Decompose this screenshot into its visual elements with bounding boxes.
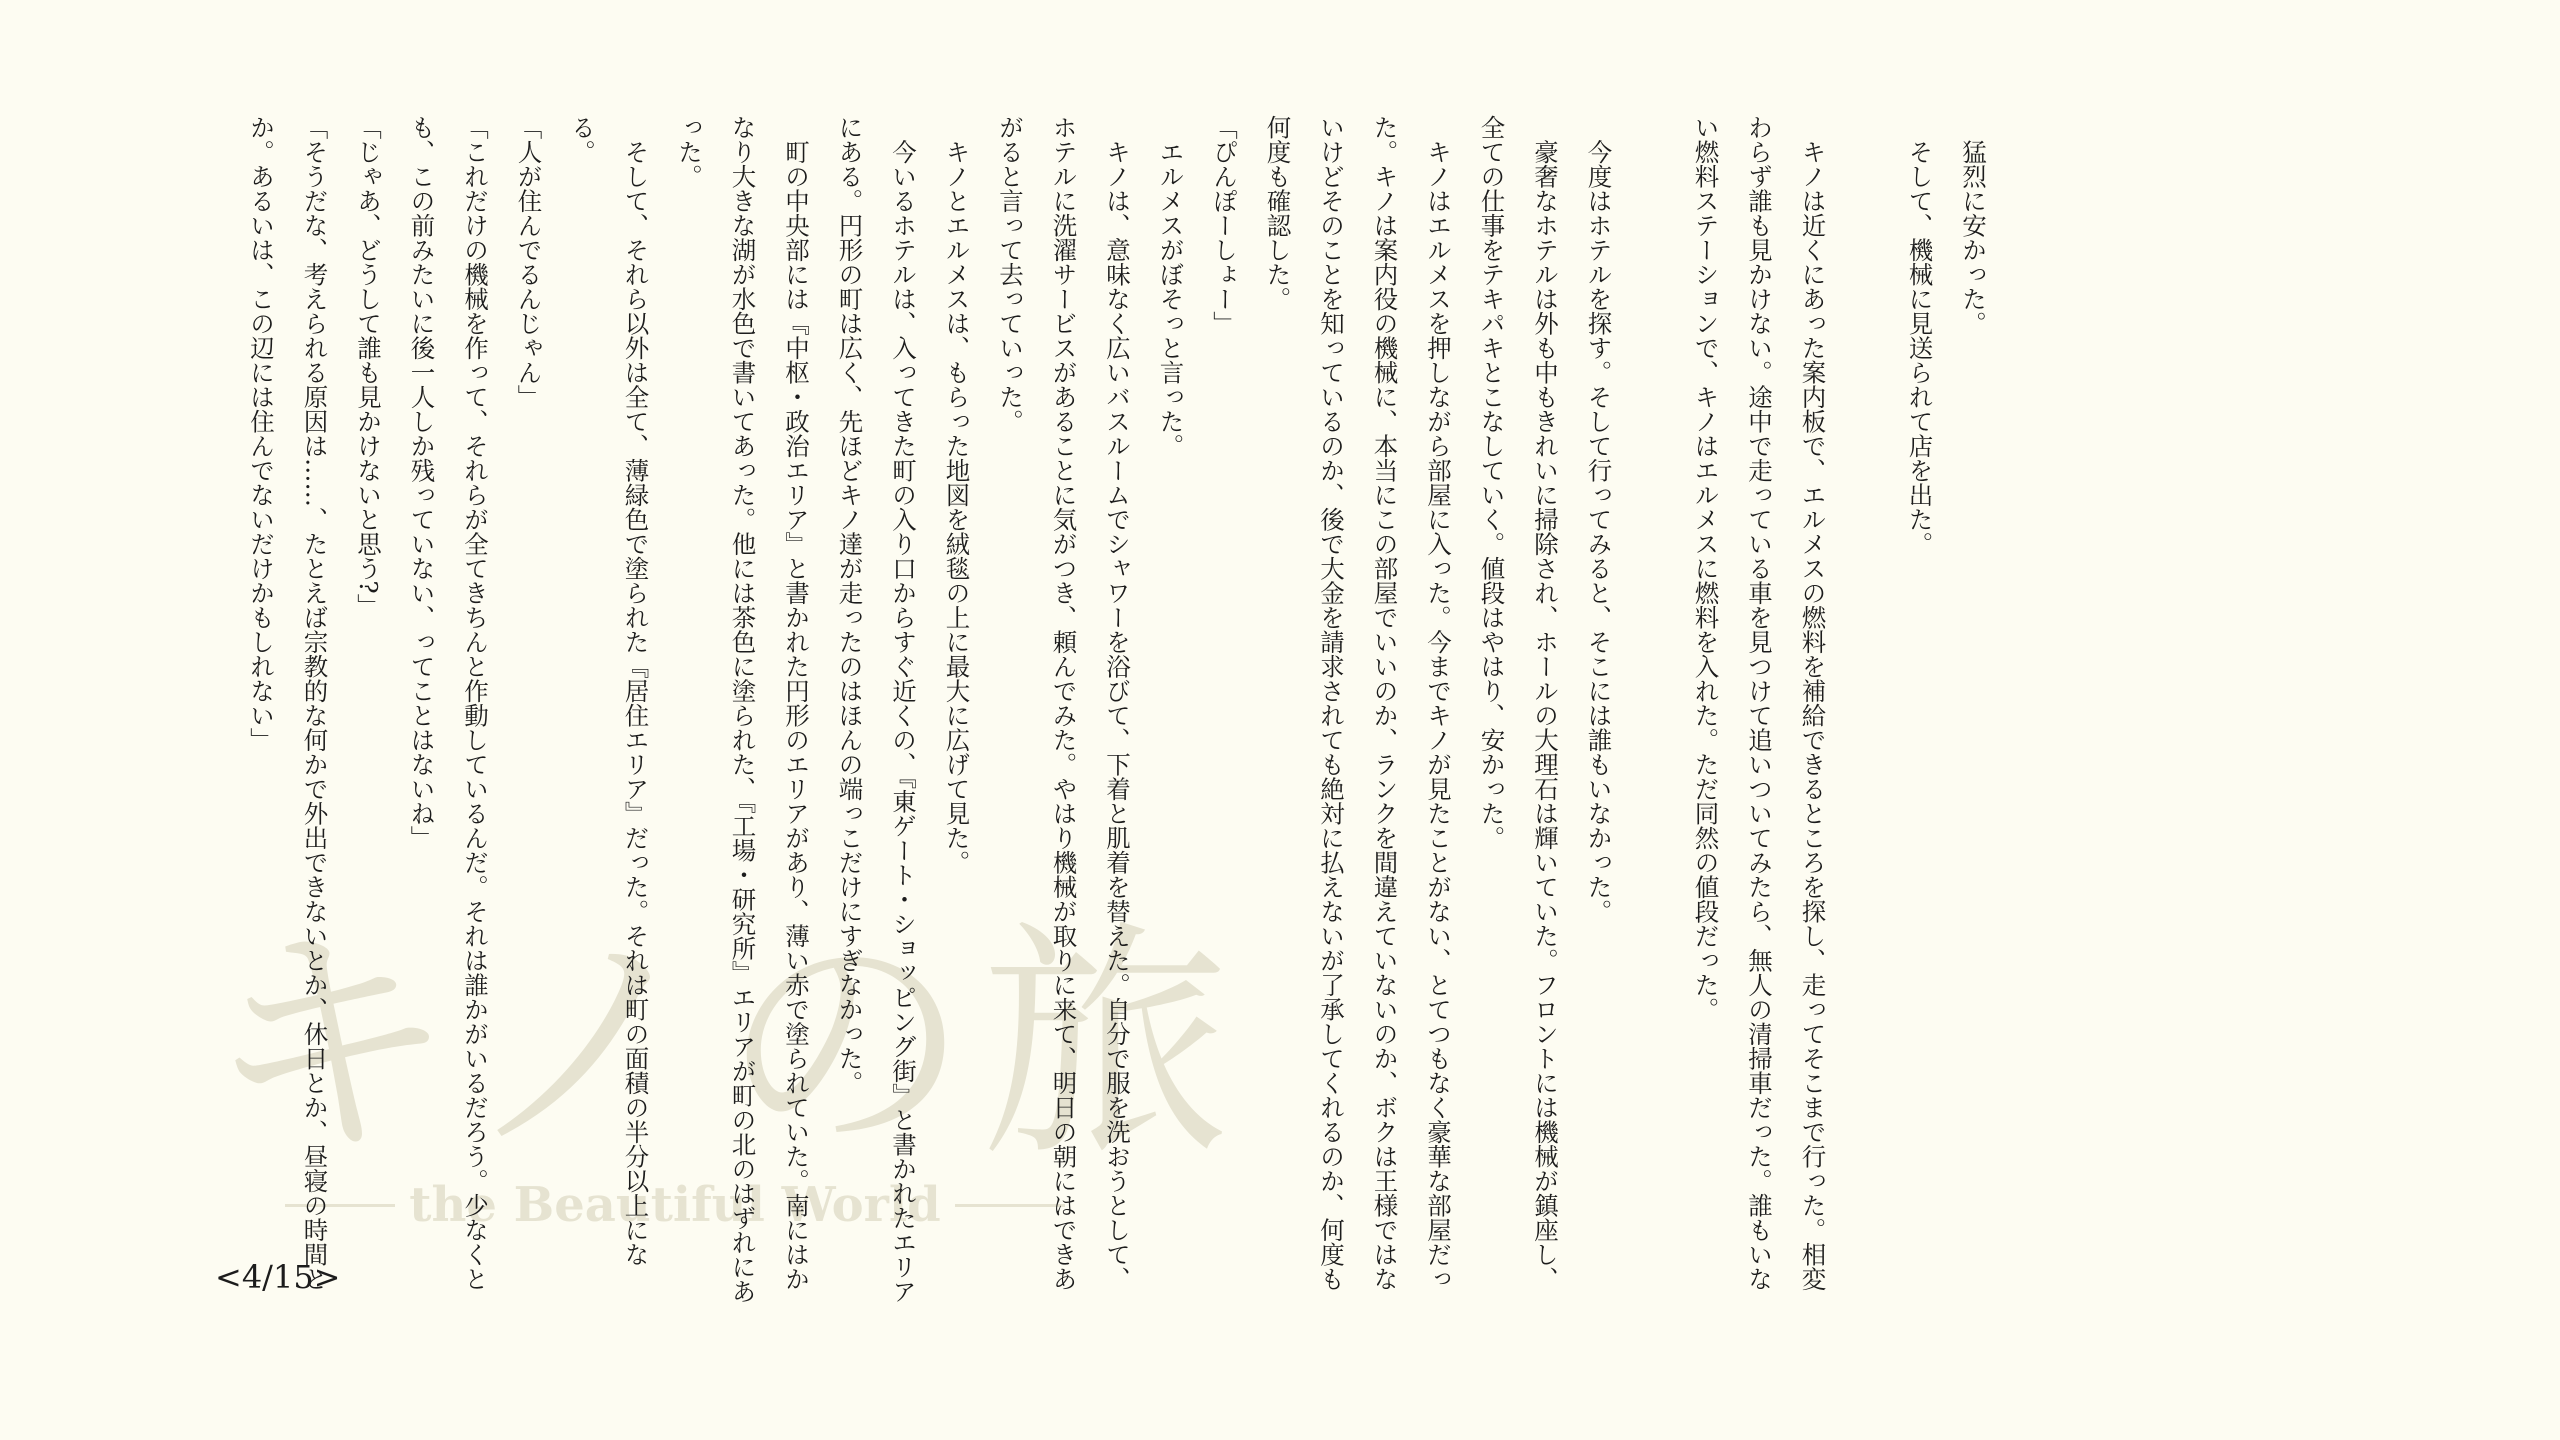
paragraph: 「ぴんぽーしょー」: [1210, 115, 1239, 336]
paragraph: 「じゃあ、どうして誰も見かけないと思う?」: [354, 115, 383, 619]
paragraph: キノとエルメスは、もらった地図を絨毯の上に最大に広げて見た。: [942, 115, 972, 875]
paragraph: キノはエルメスを押しながら部屋に入った。今までキノが見たことがない、とてつもなく豪華な部屋だった。キノは案内役の機械に、本当にこの部屋でいいのか、ランクを間違えていないのか、ボクは王様ではないけどそのことを知っているのか、後で大金を請求されても絶対に払えないが了承してくれるのか、何度も何度も確認した。: [1263, 115, 1453, 1291]
paragraph: キノは、意味なく広いバスルームでシャワーを浴びて、下着と肌着を替えた。自分で服を洗おうとして、ホテルに洗濯サービスがあることに気がつき、頼んでみた。やはり機械が取りに来て、明日の朝にはできあがると言って去っていった。: [996, 115, 1132, 1291]
paragraph: エルメスがぼそっと言った。: [1156, 115, 1186, 458]
paragraph: 今度はホテルを探す。そして行ってみると、そこには誰もいなかった。: [1584, 115, 1614, 924]
paragraph: キノは近くにあった案内板で、エルメスの燃料を補給できるところを探し、走ってそこまで行った。相変わらず誰も見かけない。途中で走っている車を見つけて追いついてみたら、無人の清掃車だった。誰もいない燃料ステーションで、キノはエルメスに燃料を入れた。ただ同然の値段だった。: [1691, 115, 1828, 1291]
paragraph-spacer: [1840, 115, 1894, 1315]
paragraph: 豪奢なホテルは外も中もきれいに掃除され、ホールの大理石は輝いていた。フロントには機械が鎮座し、全ての仕事をテキパキとこなしていく。値段はやはり、安かった。: [1477, 115, 1560, 1291]
paragraph: 「これだけの機械を作って、それらが全てきちんと作動しているんだ。それは誰かがいるだろう。少なくとも、この前みたいに後一人しか残っていない、ってことはないね」: [407, 115, 490, 1291]
paragraph: 猛烈に安かった。: [1959, 115, 1988, 336]
watermark-subtitle: the Beautiful World: [409, 1177, 941, 1233]
paragraph: 「そうだな、考えられる原因は……、たとえば宗教的な何かで外出できないとか、休日とか、昼寝の時間とか。あるいは、この辺には住んでないだけかもしれない」: [247, 115, 330, 1291]
paragraph: 「人が住んでるんじゃん」: [514, 115, 544, 409]
paragraph: そして、機械に見送られて店を出た。: [1905, 115, 1935, 556]
paragraph: そして、それら以外は全て、薄緑色で塗られた『居住エリア』だった。それは町の面積の半分以上になる。: [568, 115, 651, 1267]
watermark-title: キノの旅: [205, 899, 1240, 1190]
paragraph: 町の中央部には『中枢・政治エリア』と書かれた円形のエリアがあり、薄い赤で塗られていた。南にはかなり大きな湖が水色で書いてあった。他には茶色に塗られた、『工場・研究所』エリアが町の北のはずれにあった。: [675, 115, 811, 1304]
page-counter[interactable]: <4/15>: [215, 1258, 341, 1296]
paragraph-spacer: [1626, 115, 1680, 1315]
paragraph: 今いるホテルは、入ってきた町の入り口からすぐ近くの、『東ゲート・ショッピング街』と書かれたエリアにある。円形の町は広く、先ほどキノ達が走ったのはほんの端っこだけにすぎなかった。: [835, 115, 918, 1304]
